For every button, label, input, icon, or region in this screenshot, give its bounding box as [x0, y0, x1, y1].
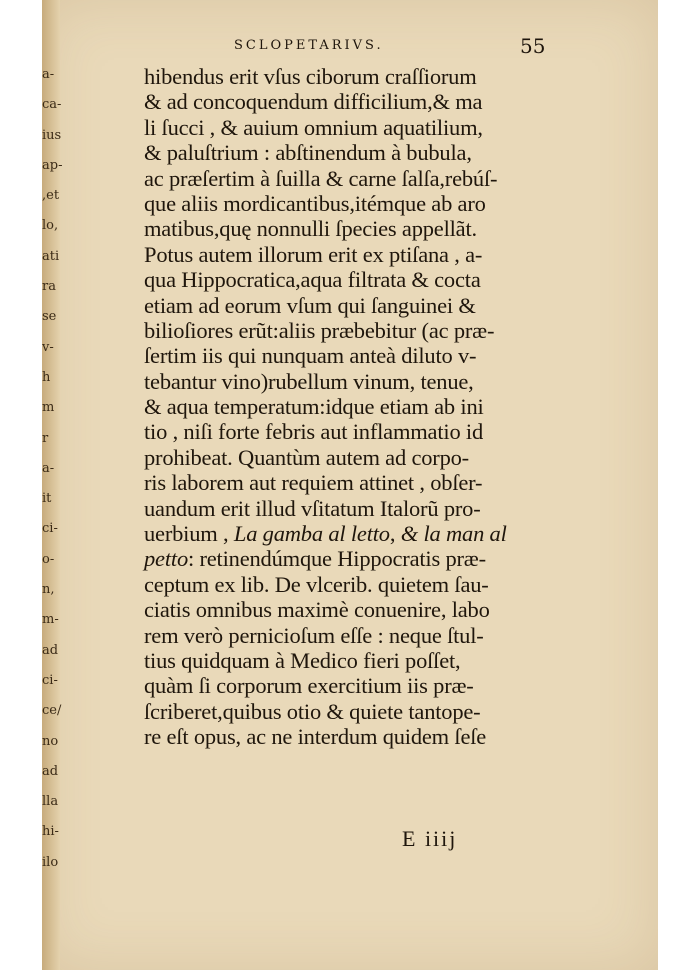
- line-text: bilioſiores erũt:aliis præbebitur (ac præ-: [144, 317, 495, 343]
- text-line: [144, 597, 564, 622]
- text-line: [144, 267, 564, 292]
- previous-page-fragment: h: [42, 369, 51, 385]
- previous-page-fragment: o-: [42, 551, 55, 567]
- line-text: ſertim iis qui nunquam anteà diluto v-: [144, 343, 477, 369]
- line-text: quàm ſi corporum exercitium iis præ-: [144, 673, 474, 699]
- text-line: [144, 343, 564, 368]
- previous-page-fragment: ci-: [42, 672, 58, 688]
- line-text: tio , niſi forte febris aut inflammatio id: [144, 419, 484, 445]
- previous-page-edge-text: [42, 60, 64, 878]
- text-line: [144, 394, 564, 419]
- text-line: [144, 318, 564, 343]
- text-line: [144, 293, 564, 318]
- text-line: [144, 724, 564, 749]
- line-text: matibus,quę nonnulli ſpecies appellãt.: [144, 216, 477, 242]
- line-text: tius quidquam à Medico fieri poſſet,: [144, 647, 461, 673]
- previous-page-fragment: no: [42, 733, 59, 749]
- previous-page-fragment: ce/: [42, 703, 62, 719]
- previous-page-fragment: ra: [42, 279, 56, 295]
- line-text-after: ,: [389, 521, 396, 547]
- text-line: [144, 496, 564, 521]
- text-line: [144, 648, 564, 673]
- previous-page-fragment: it: [42, 491, 52, 507]
- italic-text: & la man al: [400, 521, 507, 547]
- line-text: ris laborem aut requiem attinet , obſer-: [144, 470, 483, 496]
- text-line: [144, 89, 564, 114]
- line-text: qua Hippocratica,aqua filtrata & cocta: [144, 267, 481, 293]
- line-text: etiam ad eorum vſum qui ſanguinei &: [144, 292, 476, 318]
- previous-page-fragment: a-: [42, 460, 55, 476]
- line-text: & aqua temperatum:idque etiam ab ini: [144, 394, 484, 420]
- line-text: prohibeat. Quantùm autem ad corpo-: [144, 444, 469, 470]
- page-number: 55: [520, 34, 546, 58]
- previous-page-fragment: ap-: [42, 157, 63, 173]
- previous-page-fragment: m-: [42, 612, 59, 628]
- line-text: li ſucci , & auium omnium aquatilium,: [144, 114, 483, 140]
- line-text: uandum erit illud vſitatum Italorũ pro-: [144, 495, 481, 521]
- previous-page-fragment: m: [42, 400, 55, 416]
- text-line: [144, 572, 564, 597]
- line-text-after: : retinendúmque Hippocratis præ-: [188, 546, 486, 572]
- line-text: tebantur vino)rubellum vinum, tenue,: [144, 368, 474, 394]
- line-text: ac præſertim à ſuilla & carne ſalſa,rebúſ-: [144, 165, 498, 191]
- previous-page-fragment: ilo: [42, 854, 59, 870]
- previous-page-fragment: se: [42, 309, 57, 325]
- text-line: [144, 242, 564, 267]
- line-text: uerbium ,: [144, 521, 229, 547]
- line-text: Potus autem illorum erit ex ptiſana , a-: [144, 241, 483, 267]
- text-line: [144, 623, 564, 648]
- text-line: [144, 166, 564, 191]
- previous-page-fragment: n,: [42, 582, 55, 598]
- text-line: [144, 64, 564, 89]
- line-text: ciatis omnibus maximè conuenire, labo: [144, 597, 490, 623]
- text-line: [144, 191, 564, 216]
- line-text: re eſt opus, ac ne interdum quidem ſeſe: [144, 724, 487, 750]
- text-line: [144, 673, 564, 698]
- line-text: que aliis mordicantibus,itémque ab aro: [144, 190, 486, 216]
- previous-page-fragment: lla: [42, 794, 59, 810]
- previous-page-fragment: ci-: [42, 521, 58, 537]
- italic-text: petto: [144, 546, 188, 572]
- previous-page-fragment: ati: [42, 248, 60, 264]
- text-line: [144, 419, 564, 444]
- page-header: [234, 34, 564, 58]
- text-line: [144, 521, 564, 546]
- italic-text: La gamba al letto: [233, 521, 390, 547]
- line-text: & ad concoquendum difficilium,& ma: [144, 89, 483, 115]
- text-line: [144, 470, 564, 495]
- previous-page-fragment: ius: [42, 127, 62, 143]
- signature-mark: E iiij: [402, 826, 458, 851]
- running-title: SCLOPETARIVS.: [234, 38, 384, 53]
- line-text: ſcriberet,quibus otio & quiete tantope-: [144, 698, 481, 724]
- previous-page-fragment: ad: [42, 642, 59, 658]
- previous-page-fragment: ca-: [42, 97, 62, 113]
- text-line: [144, 445, 564, 470]
- line-text: rem verò pernicioſum eſſe : neque ſtul-: [144, 622, 484, 648]
- previous-page-fragment: ad: [42, 763, 59, 779]
- body-text: [144, 64, 564, 750]
- text-line: [144, 115, 564, 140]
- text-line: [144, 216, 564, 241]
- book-page: [42, 0, 658, 970]
- previous-page-fragment: hi-: [42, 824, 59, 840]
- page-footer: [402, 826, 457, 852]
- previous-page-fragment: a-: [42, 67, 55, 82]
- previous-page-fragment: ,et: [42, 188, 60, 204]
- line-text: ceptum ex lib. De vlcerib. quietem ſau-: [144, 571, 489, 597]
- line-text: & paluſtrium : abſtinendum à bubula,: [144, 140, 472, 166]
- text-line: [144, 699, 564, 724]
- previous-page-fragment: r: [42, 430, 49, 446]
- previous-page-fragment: v-: [42, 339, 54, 355]
- previous-page-fragment: lo,: [42, 218, 59, 234]
- text-line: [144, 369, 564, 394]
- text-line: [144, 140, 564, 165]
- text-line: [144, 546, 564, 571]
- line-text: hibendus erit vſus ciborum craſſiorum: [144, 64, 477, 89]
